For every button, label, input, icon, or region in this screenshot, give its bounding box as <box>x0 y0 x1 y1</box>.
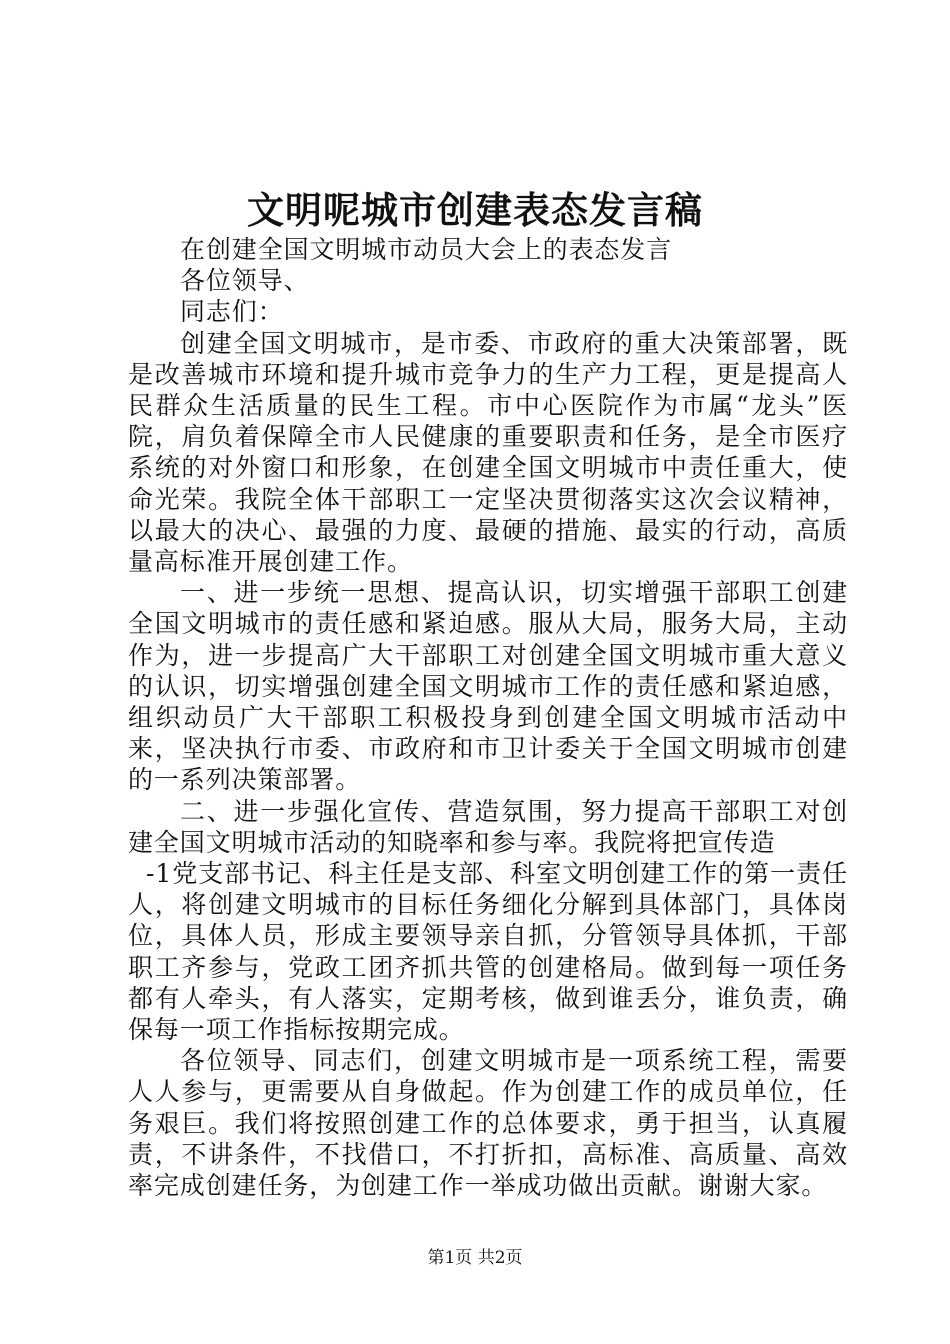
document-title: 文明呢城市创建表态发言稿 <box>247 188 703 232</box>
salutation-leaders: 各位领导、 <box>180 266 310 296</box>
body-paragraph-intro: 创建全国文明城市，是市委、市政府的重大决策部署，既是改善城市环境和提升城市竞争力的生产力工程，更是提高人民群众生活质量的民生工程。市中心医院作为市属“龙头”医院，肩负着保障全市人民健康的重要职责和任务，是全市医疗系统的对外窗口和形象，在创建全国文明城市中责任重大，使命光荣。我院全体干部职工一定坚决贯彻落实这次会议精神，以最大的决心、最强的力度、最硬的措施、最实的行动，高质量高标准开展创建工作。 <box>128 328 848 577</box>
salutation-comrades: 同志们： <box>180 297 284 327</box>
body-paragraph-point-two: 二、进一步强化宣传、营造氛围，努力提高干部职工对创建全国文明城市活动的知晓率和参与率。我院将把宣传造 <box>128 796 848 857</box>
body-paragraph-point-one: 一、进一步统一思想、提高认识，切实增强干部职工创建全国文明城市的责任感和紧迫感。服从大局，服务大局，主动作为，进一步提高广大干部职工对创建全国文明城市重大意义的认识，切实增强创建全国文明城市工作的责任感和紧迫感，组织动员广大干部职工积极投身到创建全国文明城市活动中来，坚决执行市委、市政府和市卫计委关于全国文明城市创建的一系列决策部署。 <box>128 578 848 795</box>
body-paragraph-responsibility: -1党支部书记、科主任是支部、科室文明创建工作的第一责任人，将创建文明城市的目标任务细化分解到具体部门，具体岗位，具体人员，形成主要领导亲自抓，分管领导具体抓，干部职工齐参与，党政工团齐抓共管的创建格局。做到每一项任务都有人牵头，有人落实，定期考核，做到谁丢分，谁负责，确保每一项工作指标按期完成。 <box>128 859 848 1045</box>
body-paragraph-closing: 各位领导、同志们，创建文明城市是一项系统工程，需要人人参与，更需要从自身做起。作为创建工作的成员单位，任务艰巨。我们将按照创建工作的总体要求，勇于担当，认真履责，不讲条件，不找借口，不打折扣，高标准、高质量、高效率完成创建任务，为创建工作一举成功做出贡献。谢谢大家。 <box>128 1046 848 1201</box>
subtitle-paragraph: 在创建全国文明城市动员大会上的表态发言 <box>180 235 673 264</box>
page-number-footer: 第1页 共2页 <box>427 1248 523 1268</box>
document-body <box>128 234 848 1201</box>
